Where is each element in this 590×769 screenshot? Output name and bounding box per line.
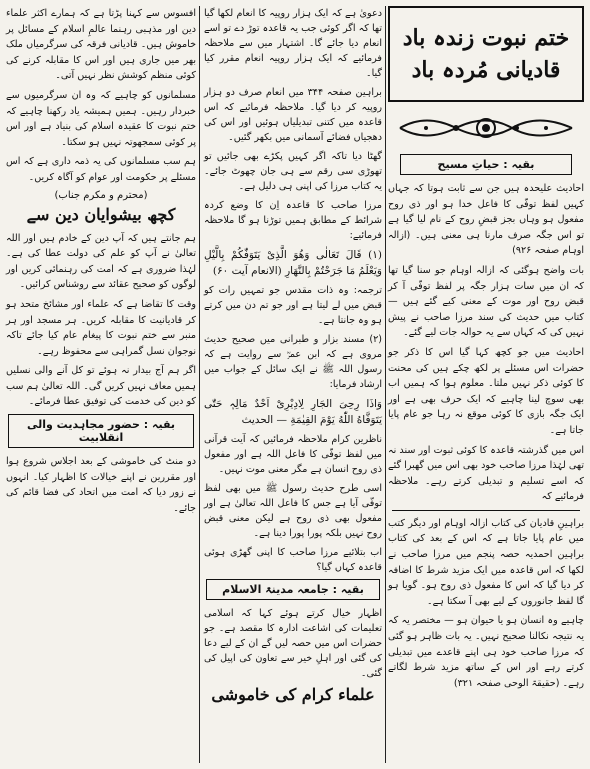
article-paragraph: براہینِ قادیان کی کتاب ازالہ اوہام اور دیگر کتب میں عام پایا جاتا ہے کہ اس کے بعد کی کتاب براہین احمدیہ حصہ پنجم میں مرزا صاحب نے لکھا کہ اس قاعدہ میں ایک مزید شرط کا اضافہ کر دیا گیا کہ اس کا مفعول ذی روح ہو۔ گویا ہو گا لفظ جانوروں کے لیے بھی آ سکتا ہے۔ (388, 517, 584, 607)
left-column (6, 6, 196, 520)
hadith-intro: (۲) مسند بزار و طبرانی میں صحیح حدیث مروی ہے کہ ابن عمرؓ سے روایت ہے کہ رسول اللہ ﷺ نے ایک سائل کے جواب میں ارشاد فرمایا: (204, 334, 382, 390)
masthead-box (388, 6, 584, 102)
article-paragraph: اسی طرح حدیث رسول ﷺ میں بھی لفظ توفّی آیا ہے جس کا فاعل اللہ تعالیٰ ہے اور مفعول بھی ذی روح ہے لیکن معنی قبض روح نہیں بلکہ پورا پورا دینا ہے۔ (204, 483, 382, 539)
verse-translation: ترجمہ: وہ ذات مقدس جو تمہیں رات کو قبض میں لے لیتا ہے اور جو تم دن میں کرتے ہو وہ جانتا ہے۔ (204, 285, 382, 326)
right-column (388, 6, 584, 695)
column-divider (199, 6, 200, 763)
article-paragraph: احادیث علیحدہ ہیں جن سے ثابت ہوتا کہ جہاں کہیں لفظ توفّی کا فاعل خدا ہو اور ذی روح مفعول ہو وہاں بجز قبضِ روح کے نام لیا گیا ہے تو اس جگہ صرف مارنا ہی معنی ہیں۔ (ازالہ اوہام صفحہ ۹۲۶) (388, 183, 584, 257)
article-subcaption: (محترم و مکرم جناب) (54, 189, 148, 201)
article-paragraph: افسوس سے کہنا پڑتا ہے کہ ہمارے اکثر علماء دین اور مذہبی رہنما عالمِ اسلام کے مسائل پر خاموش ہیں۔ قادیانی فرقہ کی سرگرمیاں ملک بھر میں جاری ہیں اور اس کا مقابلہ کرنے کی کوئی منظم کوشش نظر نہیں آتی۔ (6, 8, 196, 82)
continuation-label: بقیہ : حیاتِ مسیح (400, 154, 572, 175)
masthead-line-1: ختم نبوت زندہ باد (402, 24, 570, 51)
article-paragraph: اس میں گذرشتہ قاعدہ کا کوئی ثبوت اور سند نہ تھی لہٰذا مرزا صاحب خود بھی اس میں گھبرا گئے کہ اسے تسلیم و تبدیلی کرتے رہے۔ ملاحظہ فرمائیے کہ (388, 444, 584, 503)
article-paragraph: اب بتلائیے مرزا صاحب کا اپنی گھڑی ہوئی قاعدہ کہاں گیا؟ (204, 547, 382, 573)
quranic-verse: (۱) قَالَ تَعَالٰی وَهُوَ الَّذِیْ یَتَوَفّٰکُمْ بِالَّیْلِ وَیَعْلَمُ مَا جَرَحْتُمْ بِالنَّهَارِ (الانعام آیت ۶۰) (204, 249, 382, 277)
article-paragraph: گھٹا دیا تاکہ اگر کہیں پکڑے بھی جائیں تو تھوڑی سی رقم سے ہی جان چھوٹ جائے۔ یہ کتاب مرزا کی اپنی ہی دلیل ہے۔ (204, 151, 382, 192)
article-paragraph: ہم سب مسلمانوں کی یہ ذمہ داری ہے کہ اس مسئلے پر حکومت اور عوام کو آگاہ کریں۔ (6, 156, 196, 183)
section-divider (392, 510, 580, 511)
article-paragraph: چاہیے وہ انسان ہو یا حیوان ہو — مختصر یہ کہ یہ نتیجہ نکالنا صحیح نہیں۔ یہ بات ظاہر ہو گئی کہ مرزا صاحب خود ہی اپنے قاعدے میں تبدیلی کرتے رہے اور اس کے ساتھ مزید شرط لگاتے رہے۔ (حقیقۃ الوحی صفحہ ۳۲۱) (388, 615, 584, 689)
article-paragraph: مسلمانوں کو چاہیے کہ وہ ان سرگرمیوں سے خبردار رہیں۔ ہمیں ہمیشہ یاد رکھنا چاہیے کہ ختم نبوت کا عقیدہ اسلام کی بنیاد ہے اور اس پر کوئی سمجھوتہ نہیں ہو سکتا۔ (6, 89, 196, 148)
hadith-text: وَاذَا رِحِیَ الجَارِ لِادِیْرِیْ اَحْدٌ مَالِہٖ حَتّٰی یَتَوَفَّاهُ اللّٰهُ یَوْمَ القِیٰمَةِ — الحدیث (204, 398, 382, 426)
middle-column (204, 6, 382, 711)
article-paragraph: وقت کا تقاضا ہے کہ علماء اور مشائخ متحد ہو کر قادیانیت کا مقابلہ کریں۔ ہر مسجد اور ہر منبر سے ختم نبوت کا پیغام عام کیا جائے تاکہ نوجوان نسل گمراہی سے محفوظ رہے۔ (6, 298, 196, 357)
article-paragraph: ناظرین کرام ملاحظہ فرمائیں کہ آیت قرآنی میں لفظ توفّی کا فاعل اللہ ہے اور مفعول ذی روح انسان ہے مگر معنی موت نہیں۔ (204, 434, 382, 475)
article-paragraph: دو منٹ کی خاموشی کے بعد اجلاس شروع ہوا اور مقررین نے اپنے خیالات کا اظہار کیا۔ انہوں نے زور دیا کہ امت میں اتحاد کی فضا قائم کی جائے۔ (6, 456, 196, 514)
article-paragraph: بات واضح ہوگئی کہ ازالہ اوہام جو سنا گیا تھا کہ ان میں سات ہزار جگہ پر لفظ توفّی آ کر قبض روح اور موت کے معنی کیے گئے ہیں — کتاب میں حدیث کی سند مرزا صاحب نے پیش نہیں کی کہ کہاں سے یہ حوالہ جات لیے گئے۔ (388, 264, 584, 339)
continuation-label: بقیہ : حضور مجاہدیت والی انقلابیت (8, 414, 194, 448)
article-paragraph: اگر ہم آج بیدار نہ ہوئے تو کل آنے والی نسلیں ہمیں معاف نہیں کریں گی۔ اللہ تعالیٰ ہم سب کو دین کی خدمت کی توفیق عطا فرمائے۔ (6, 365, 196, 408)
masthead-line-2: قادیانی مُردہ باد (411, 57, 561, 83)
article-paragraph: ہم جانتے ہیں کہ آپ دین کے خادم ہیں اور اللہ تعالیٰ نے آپ کو علم کی دولت عطا کی ہے۔ لہٰذا ضروری ہے کہ امت کی رہنمائی کریں اور لوگوں کو صحیح عقائد سے روشناس کرائیں۔ (6, 232, 196, 291)
column-divider (385, 6, 386, 763)
article-heading: کچھ بیشوایان دین سے (26, 204, 176, 224)
newspaper-page (6, 6, 584, 763)
article-paragraph: براہین صفحہ ۳۴۴ میں انعام صرف دو ہزار روپیہ کر دیا گیا۔ ملاحظہ فرمائیے کہ اس قاعدہ میں کتنی تبدیلیاں ہوئیں اور اس کی دھجیاں فضائے آسمانی میں بکھر گئیں۔ (204, 87, 382, 143)
ornamental-divider-icon (388, 108, 584, 148)
article-paragraph: احادیث میں جو کچھ کہا گیا اس کا ذکر جو حضرات اس مسئلے پر لکھ چکے ہیں کی محنت کا کوئی ذکر نہیں ملتا۔ معلوم ہوا کہ ہمیں اب بھی سوچ لینا چاہیے کہ ایک حرف بھی ہے اور ایک جگہ بازی کا کوئی موقع نہ رہا جو عام پایا جاتا ہے۔ (388, 346, 584, 436)
article-paragraph: اظہار خیال کرتے ہوئے کہا کہ اسلامی تعلیمات کی اشاعت ادارہ کا مقصد ہے۔ جو حضرات اس میں حصہ لیں گے ان کے لیے دعا کی گئی اور اہلِ خیر سے تعاون کی اپیل کی گئی۔ (204, 608, 382, 679)
continuation-label: بقیہ : جامعہ مدینۃ الاسلام (206, 579, 380, 600)
article-paragraph: مرزا صاحب کا قاعدہ اِن کا وضع کردہ شرائط کے مطابق ہمیں توڑنا ہو گا ملاحظہ فرمائیے: (204, 200, 382, 241)
article-heading: علماء کرام کی خاموشی (211, 685, 375, 704)
article-paragraph: دعویٰ ہے کہ ایک ہزار روپیہ کا انعام لکھا گیا تھا کہ اگر کوئی جب یہ قاعدہ توڑ دے تو اسے انعام دیا جائے گا۔ اشتہار میں سے ملاحظہ فرمائیے کہ ایک ہزار روپیہ انعام مقرر کیا گیا۔ (204, 8, 382, 79)
